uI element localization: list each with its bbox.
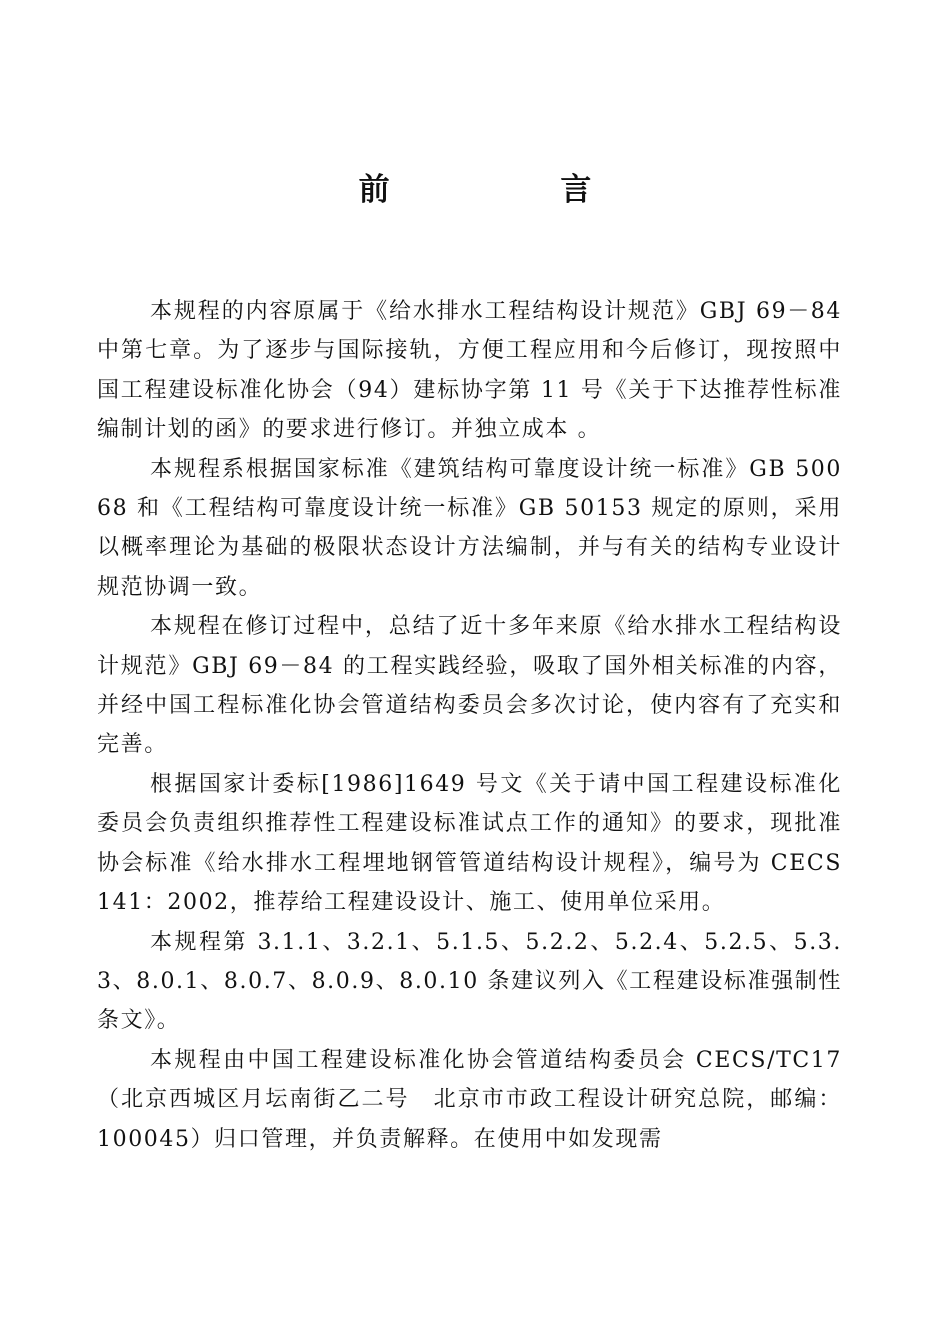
page-title: 前 言 [358,172,672,208]
paragraph-5: 本规程第 3.1.1、3.2.1、5.1.5、5.2.2、5.2.4、5.2.5、5.3.3、8.0.1、8.0.7、8.0.9、8.0.10 条建议列入《工程建设标准强制性条文》。 [97,929,842,1034]
paragraph-3: 本规程在修订过程中，总结了近十多年来原《给水排水工程结构设计规范》GBJ 69－84 的工程实践经验，吸取了国外相关标准的内容，并经中国工程标准化协会管道结构委员会多次讨论，使内容有了充实和完善。 [97,614,842,758]
scan-crop-edge [0,1222,950,1337]
paragraph-2: 本规程系根据国家标准《建筑结构可靠度设计统一标准》GB 50068 和《工程结构可靠度设计统一标准》GB 50153 规定的原则，采用以概率理论为基础的极限状态设计方法编制，并与有关的结构专业设计规范协调一致。 [97,456,842,600]
body-text [97,292,842,1159]
paragraph-6: 本规程由中国工程建设标准化协会管道结构委员会 CECS/TC17（北京西城区月坛南街乙二号 北京市市政工程设计研究总院，邮编：100045）归口管理，并负责解释。在使用中如发现需 [97,1047,842,1152]
paragraph-4: 根据国家计委标[1986]1649 号文《关于请中国工程建设标准化委员会负责组织推荐性工程建设标准试点工作的通知》的要求，现批准协会标准《给水排水工程埋地钢管管道结构设计规程》，编号为 CECS141：2002，推荐给工程建设设计、施工、使用单位采用。 [97,771,842,916]
paragraph-1: 本规程的内容原属于《给水排水工程结构设计规范》GBJ 69－84 中第七章。为了逐步与国际接轨，方便工程应用和今后修订，现按照中国工程建设标准化协会（94）建标协字第 11 号《关于下达推荐性标准编制计划的函》的要求进行修订。并独立成本 。 [97,299,842,443]
